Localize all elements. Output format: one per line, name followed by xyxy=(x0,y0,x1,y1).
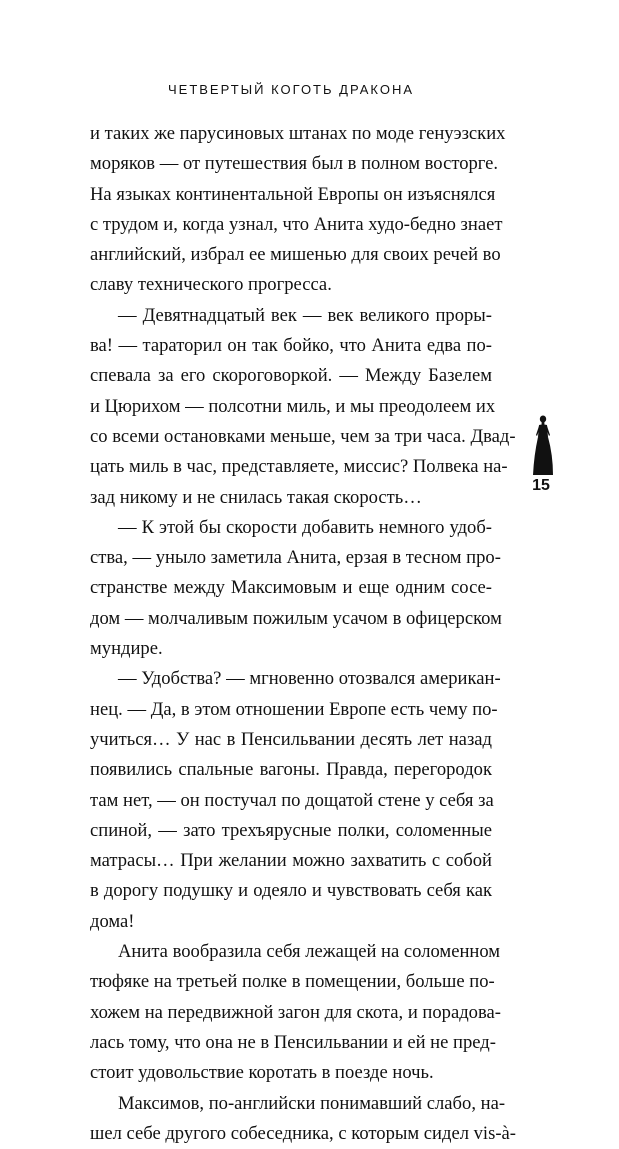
text-line: спиной, — зато трехъярусные полки, соломенные xyxy=(90,816,492,846)
body-text xyxy=(90,119,492,1149)
text-line: зад никому и не снилась такая скорость… xyxy=(90,483,492,513)
lady-silhouette-icon xyxy=(528,415,558,477)
text-line: дом — молчаливым пожилым усачом в офицерском xyxy=(90,604,492,634)
text-line: спевала за его скороговоркой. — Между Базелем xyxy=(90,361,492,391)
paragraph xyxy=(90,119,492,301)
paragraph xyxy=(90,513,492,664)
text-line: — Удобства? — мгновенно отозвался американ- xyxy=(90,664,492,694)
text-line: с трудом и, когда узнал, что Анита худо-бедно знает xyxy=(90,210,492,240)
text-line: учиться… У нас в Пенсильвании десять лет назад xyxy=(90,725,492,755)
paragraph xyxy=(90,301,492,513)
text-line: моряков — от путешествия был в полном восторге. xyxy=(90,149,492,179)
text-line: и Цюрихом — полсотни миль, и мы преодолеем их xyxy=(90,392,492,422)
text-line: и таких же парусиновых штанах по моде генуэзских xyxy=(90,119,492,149)
text-line: лась тому, что она не в Пенсильвании и ей не пред- xyxy=(90,1028,492,1058)
text-line: мундире. xyxy=(90,634,492,664)
text-line: нец. — Да, в этом отношении Европе есть чему по- xyxy=(90,695,492,725)
text-line: Максимов, по-английски понимавший слабо, на- xyxy=(90,1089,492,1119)
running-head: ЧЕТВЕРТЫЙ КОГОТЬ ДРАКОНА xyxy=(91,82,491,97)
text-line: странстве между Максимовым и еще одним сосе- xyxy=(90,573,492,603)
text-line: — К этой бы скорости добавить немного удоб- xyxy=(90,513,492,543)
text-line: цать миль в час, представляете, миссис? Полвека на- xyxy=(90,452,492,482)
text-line: — Девятнадцатый век — век великого проры- xyxy=(90,301,492,331)
paragraph xyxy=(90,1089,492,1149)
page-number: 15 xyxy=(521,477,561,495)
text-line: дома! xyxy=(90,907,492,937)
text-line: появились спальные вагоны. Правда, перегородок xyxy=(90,755,492,785)
text-line: Анита вообразила себя лежащей на соломенном xyxy=(90,937,492,967)
text-line: в дорогу подушку и одеяло и чувствовать себя как xyxy=(90,876,492,906)
text-line: тюфяке на третьей полке в помещении, больше по- xyxy=(90,967,492,997)
text-line: матрасы… При желании можно захватить с собой xyxy=(90,846,492,876)
paragraph xyxy=(90,664,492,937)
text-line: со всеми остановками меньше, чем за три часа. Двад- xyxy=(90,422,492,452)
text-line: стоит удовольствие коротать в поезде ночь. xyxy=(90,1058,492,1088)
text-line: славу технического прогресса. xyxy=(90,270,492,300)
text-line: шел себе другого собеседника, с которым сидел vis-à- xyxy=(90,1119,492,1149)
text-line: английский, избрал ее мишенью для своих речей во xyxy=(90,240,492,270)
text-line: На языках континентальной Европы он изъяснялся xyxy=(90,180,492,210)
text-line: там нет, — он постучал по дощатой стене у себя за xyxy=(90,786,492,816)
paragraph xyxy=(90,937,492,1088)
text-line: хожем на передвижной загон для скота, и порадова- xyxy=(90,998,492,1028)
text-line: ства, — уныло заметила Анита, ерзая в тесном про- xyxy=(90,543,492,573)
text-line: ва! — тараторил он так бойко, что Анита едва по- xyxy=(90,331,492,361)
